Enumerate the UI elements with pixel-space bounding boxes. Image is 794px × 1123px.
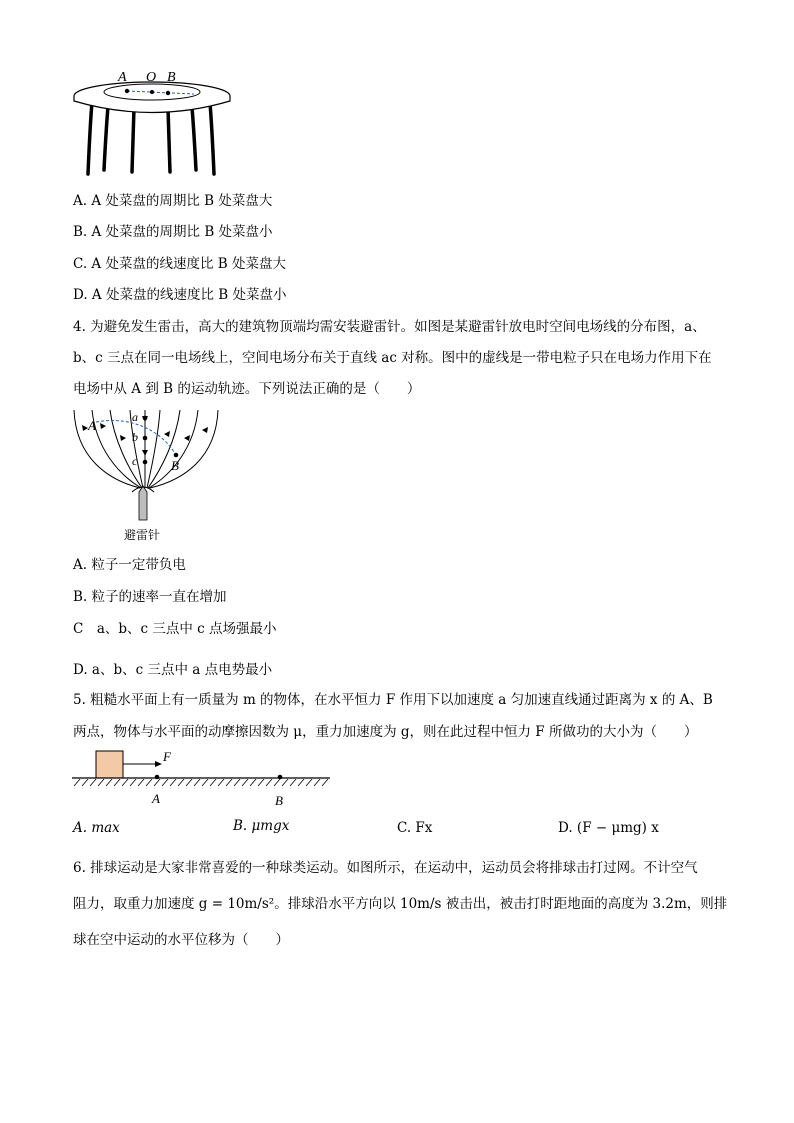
q4-stem-line1: 4. 为避免发生雷击，高大的建筑物顶端均需安装避雷针。如图是某避雷针放电时空间电场线的分布图，a、 xyxy=(73,319,706,335)
q5-stem-line2: 两点，物体与水平面的动摩擦因数为 μ，重力加速度为 g，则在此过程中恒力 F 所做功的大小为（ ） xyxy=(73,724,698,740)
label-a-small: a xyxy=(132,410,138,424)
label-c-small: c xyxy=(132,454,138,468)
q4-option-d: D. a、b、c 三点中 a 点电势最小 xyxy=(73,662,273,678)
lightning-rod-figure xyxy=(68,408,226,543)
q5-stem-line1: 5. 粗糙水平面上有一质量为 m 的物体，在水平恒力 F 作用下以加速度 a 匀加速直线通过距离为 x 的 A、B xyxy=(73,692,713,708)
q4-stem-line3: 电场中从 A 到 B 的运动轨迹。下列说法正确的是（ ） xyxy=(73,381,421,397)
q3-option-a: A. A 处菜盘的周期比 B 处菜盘大 xyxy=(73,193,273,209)
label-b-small: b xyxy=(132,430,138,444)
q4-stem-line2: b、c 三点在同一电场线上，空间电场分布关于直线 ac 对称。图中的虚线是一带电粒子只在电场力作用下在 xyxy=(73,350,712,366)
q3-option-b: B. A 处菜盘的周期比 B 处菜盘小 xyxy=(73,224,273,240)
label-b-point: B xyxy=(171,458,179,473)
q5-option-d: D. (F − μmg) x xyxy=(558,820,659,836)
q5-option-a: A. max xyxy=(73,820,120,836)
label-a: A xyxy=(118,70,127,85)
q3-option-d: D. A 处菜盘的线速度比 B 处菜盘小 xyxy=(73,287,287,303)
q6-stem-line1: 6. 排球运动是大家非常喜爱的一种球类运动。如图所示，在运动中，运动员会将排球击打过网。不计空气 xyxy=(73,860,698,876)
block-surface-figure xyxy=(72,748,334,812)
q4-option-a: A. 粒子一定带负电 xyxy=(73,557,186,573)
rotating-table-figure xyxy=(70,66,235,178)
q5-option-b: B. μmgx xyxy=(233,818,290,834)
label-o: O xyxy=(146,70,157,85)
label-a-surface: A xyxy=(152,791,160,806)
lightning-rod-caption: 避雷针 xyxy=(124,528,161,542)
label-f: F xyxy=(163,749,171,764)
q4-option-c: C a、b、c 三点中 c 点场强最小 xyxy=(73,621,277,637)
q6-stem-line3: 球在空中运动的水平位移为（ ） xyxy=(73,932,289,948)
label-a-point: A xyxy=(88,418,96,433)
label-b: B xyxy=(167,70,176,85)
q6-stem-line2: 阻力，取重力加速度 g = 10m/s²。排球沿水平方向以 10m/s 被击出，被击打时距地面的高度为 3.2m，则排 xyxy=(73,896,728,912)
label-b-surface: B xyxy=(275,793,283,808)
q3-option-c: C. A 处菜盘的线速度比 B 处菜盘大 xyxy=(73,256,286,272)
q5-option-c: C. Fx xyxy=(397,820,433,836)
q4-option-b: B. 粒子的速率一直在增加 xyxy=(73,589,227,605)
